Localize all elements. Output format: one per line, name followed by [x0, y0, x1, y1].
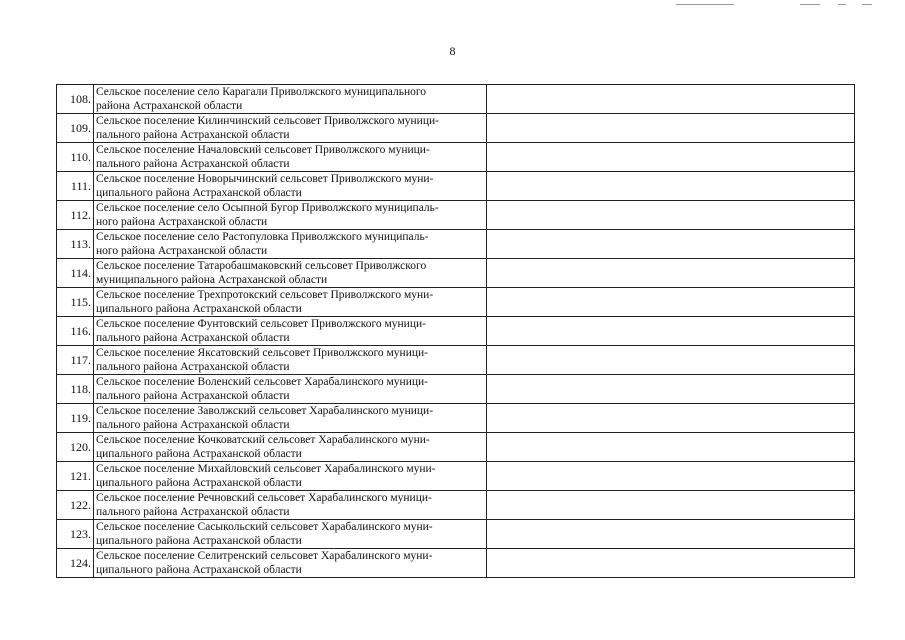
- settlement-name: [94, 549, 487, 578]
- settlement-name-line-2: пального района Астраханской области: [96, 361, 290, 373]
- settlement-name: [94, 201, 487, 230]
- settlement-name: [94, 462, 487, 491]
- scan-artifact-line: [838, 4, 846, 5]
- empty-cell: [487, 201, 855, 230]
- empty-cell: [487, 143, 855, 172]
- empty-cell: [487, 404, 855, 433]
- settlement-name-line-1: Сельское поселение село Карагали Приволжского муниципального: [96, 86, 427, 98]
- settlement-name-line-2: ципального района Астраханской области: [96, 303, 302, 315]
- settlement-name: [94, 433, 487, 462]
- empty-cell: [487, 230, 855, 259]
- settlement-name-line-2: ного района Астраханской области: [96, 245, 268, 257]
- table-row: [57, 549, 855, 578]
- table-row: [57, 114, 855, 143]
- settlement-name-line-1: Сельское поселение Селитренский сельсовет Харабалинского муни-: [96, 550, 433, 562]
- row-number: 110.: [57, 143, 94, 172]
- row-number: 117.: [57, 346, 94, 375]
- table-row: [57, 201, 855, 230]
- row-number: 122.: [57, 491, 94, 520]
- settlement-name-line-1: Сельское поселение Речновский сельсовет Харабалинского муници-: [96, 492, 432, 504]
- scan-artifact-line: [800, 4, 820, 5]
- settlement-name: [94, 172, 487, 201]
- table-row: [57, 462, 855, 491]
- settlement-name: [94, 491, 487, 520]
- table-row: [57, 520, 855, 549]
- settlement-name-line-1: Сельское поселение Яксатовский сельсовет Приволжского муници-: [96, 347, 429, 359]
- row-number: 119.: [57, 404, 94, 433]
- row-number: 121.: [57, 462, 94, 491]
- settlement-name-line-2: ного района Астраханской области: [96, 216, 268, 228]
- row-number: 109.: [57, 114, 94, 143]
- settlement-name-line-2: ципального района Астраханской области: [96, 564, 302, 576]
- table-row: [57, 317, 855, 346]
- settlement-name: [94, 230, 487, 259]
- settlement-name-line-2: пального района Астраханской области: [96, 158, 290, 170]
- empty-cell: [487, 172, 855, 201]
- scan-artifact-line: [862, 4, 872, 5]
- settlement-name-line-1: Сельское поселение село Осыпной Бугор Приволжского муниципаль-: [96, 202, 439, 214]
- settlement-name-line-1: Сельское поселение Началовский сельсовет Приволжского муници-: [96, 144, 430, 156]
- settlement-name: [94, 375, 487, 404]
- row-number: 123.: [57, 520, 94, 549]
- row-number: 120.: [57, 433, 94, 462]
- settlement-name-line-1: Сельское поселение Килинчинский сельсовет Приволжского муници-: [96, 115, 439, 127]
- settlement-name-line-2: пального района Астраханской области: [96, 506, 290, 518]
- table-row: [57, 375, 855, 404]
- settlement-name-line-2: ципального района Астраханской области: [96, 477, 302, 489]
- empty-cell: [487, 520, 855, 549]
- settlement-name: [94, 85, 487, 114]
- empty-cell: [487, 433, 855, 462]
- settlement-name-line-2: ципального района Астраханской области: [96, 448, 302, 460]
- settlement-name-line-1: Сельское поселение Воленский сельсовет Харабалинского муници-: [96, 376, 428, 388]
- table-row: [57, 259, 855, 288]
- settlement-name-line-1: Сельское поселение Заволжский сельсовет Харабалинского муници-: [96, 405, 434, 417]
- settlement-name-line-1: Сельское поселение село Растопуловка Приволжского муниципаль-: [96, 231, 429, 243]
- row-number: 124.: [57, 549, 94, 578]
- row-number: 118.: [57, 375, 94, 404]
- settlement-name: [94, 520, 487, 549]
- table-row: [57, 172, 855, 201]
- table-row: [57, 143, 855, 172]
- empty-cell: [487, 346, 855, 375]
- settlements-table: [56, 84, 855, 578]
- empty-cell: [487, 462, 855, 491]
- settlement-name-line-2: пального района Астраханской области: [96, 129, 290, 141]
- settlement-name-line-2: района Астраханской области: [96, 100, 243, 112]
- table-row: [57, 491, 855, 520]
- empty-cell: [487, 375, 855, 404]
- settlement-name-line-2: пального района Астраханской области: [96, 332, 290, 344]
- empty-cell: [487, 317, 855, 346]
- settlement-name-line-2: муниципального района Астраханской области: [96, 274, 328, 286]
- settlement-name: [94, 143, 487, 172]
- settlement-name-line-2: пального района Астраханской области: [96, 419, 290, 431]
- settlement-name: [94, 288, 487, 317]
- row-number: 108.: [57, 85, 94, 114]
- table-row: [57, 346, 855, 375]
- empty-cell: [487, 288, 855, 317]
- settlement-name-line-1: Сельское поселение Кочковатский сельсовет Харабалинского муни-: [96, 434, 430, 446]
- settlement-name: [94, 404, 487, 433]
- table-body: [57, 85, 855, 578]
- settlement-name-line-1: Сельское поселение Трехпротокский сельсовет Приволжского муни-: [96, 289, 434, 301]
- empty-cell: [487, 85, 855, 114]
- empty-cell: [487, 259, 855, 288]
- settlement-name: [94, 317, 487, 346]
- settlement-name-line-1: Сельское поселение Сасыкольский сельсовет Харабалинского муни-: [96, 521, 433, 533]
- table-row: [57, 85, 855, 114]
- row-number: 113.: [57, 230, 94, 259]
- settlement-name-line-2: ципального района Астраханской области: [96, 535, 302, 547]
- row-number: 114.: [57, 259, 94, 288]
- table-row: [57, 288, 855, 317]
- empty-cell: [487, 114, 855, 143]
- settlement-name-line-1: Сельское поселение Фунтовский сельсовет Приволжского муници-: [96, 318, 426, 330]
- settlement-name-line-2: пального района Астраханской области: [96, 390, 290, 402]
- table-row: [57, 404, 855, 433]
- row-number: 111.: [57, 172, 94, 201]
- settlement-name-line-1: Сельское поселение Новорычинский сельсовет Приволжского муни-: [96, 173, 434, 185]
- settlement-name: [94, 346, 487, 375]
- row-number: 115.: [57, 288, 94, 317]
- table-row: [57, 230, 855, 259]
- empty-cell: [487, 491, 855, 520]
- page-number: 8: [449, 44, 456, 58]
- settlement-name-line-2: ципального района Астраханской области: [96, 187, 302, 199]
- row-number: 112.: [57, 201, 94, 230]
- scan-artifact-line: [676, 4, 734, 5]
- table-row: [57, 433, 855, 462]
- settlement-name-line-1: Сельское поселение Михайловский сельсовет Харабалинского муни-: [96, 463, 436, 475]
- settlement-name-line-1: Сельское поселение Татаробашмаковский сельсовет Приволжского: [96, 260, 427, 272]
- settlement-name: [94, 114, 487, 143]
- row-number: 116.: [57, 317, 94, 346]
- empty-cell: [487, 549, 855, 578]
- settlement-name: [94, 259, 487, 288]
